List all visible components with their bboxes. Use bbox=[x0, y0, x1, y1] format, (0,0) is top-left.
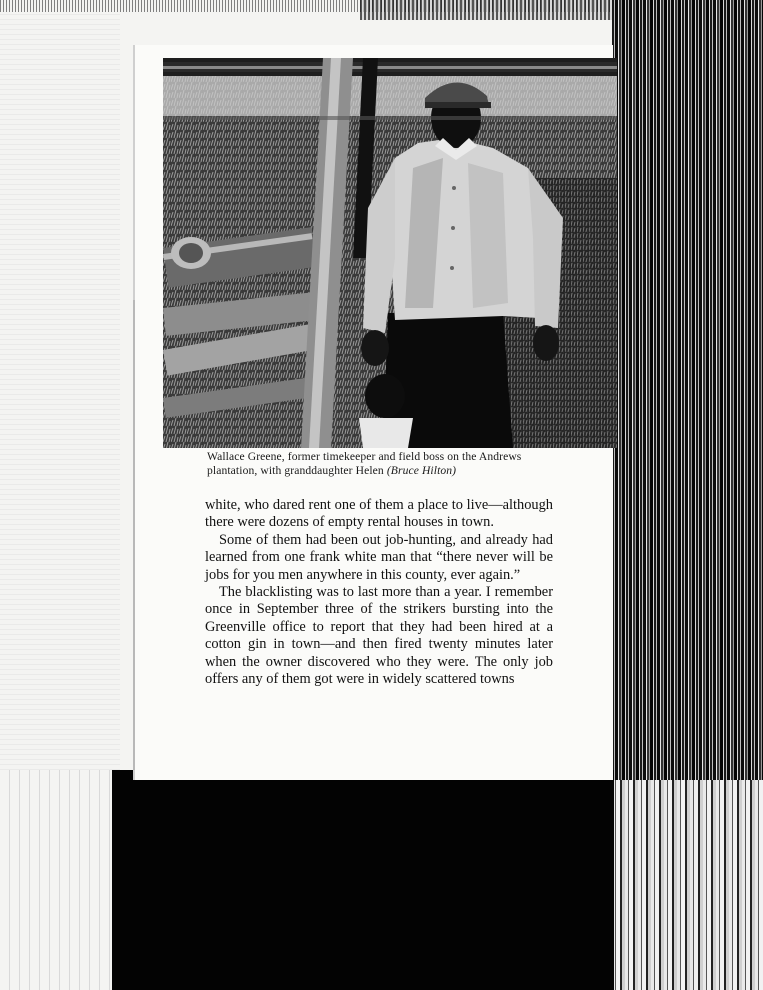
body-text bbox=[205, 497, 553, 688]
scan-dark-region bbox=[112, 770, 614, 990]
paragraph-3: The blacklisting was to last more than a year. I remember once in September three of the strikers bursting into the Greenville office to report that they had been hired at a cotton gin in town—and then fired twenty minutes later when the owner discovered who they were. The only job offers any of them got were in widely scattered towns bbox=[205, 584, 553, 688]
photo-caption bbox=[207, 450, 557, 477]
scanner-edge-stripes-lower bbox=[612, 780, 763, 990]
paragraph-1: white, who dared rent one of them a place to live—although there were dozens of empty rental houses in town. bbox=[205, 497, 553, 531]
page-edge-shadow bbox=[133, 300, 135, 770]
scan-noise-top-dark bbox=[360, 0, 620, 20]
scan-noise-bottom-left bbox=[0, 770, 112, 990]
paragraph-2: Some of them had been out job-hunting, and already had learned from one frank white man that “there never will be jobs for you men anywhere in this county, ever again.” bbox=[205, 531, 553, 583]
photograph-illustration bbox=[163, 58, 617, 448]
photo-credit: (Bruce Hilton) bbox=[386, 463, 457, 477]
photograph bbox=[163, 58, 617, 448]
caption-text: Wallace Greene, former timekeeper and field boss on the Andrews plantation, with granddaughter Helen bbox=[207, 450, 522, 477]
